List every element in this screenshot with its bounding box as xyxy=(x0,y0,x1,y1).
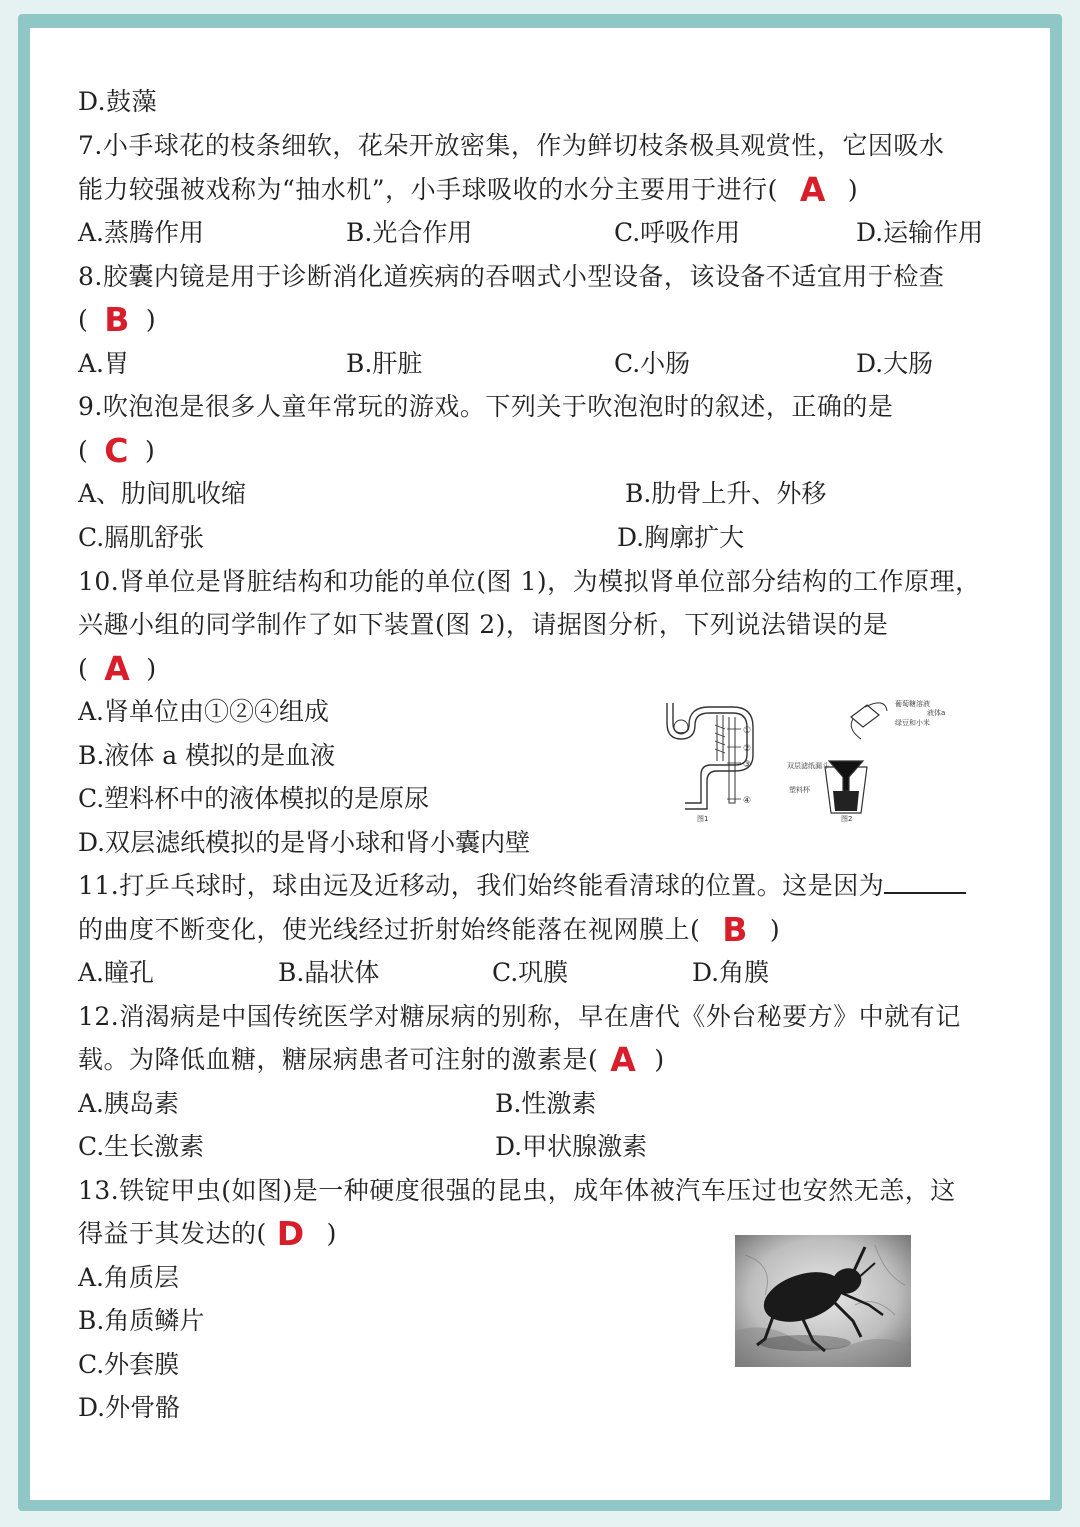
fig2-label-filter: 双层滤纸漏斗 xyxy=(787,762,829,770)
q9-option-a: A、肋间肌收缩 xyxy=(78,479,247,508)
fig2-filter-apparatus xyxy=(825,703,887,813)
q9-answer: C xyxy=(104,431,129,470)
fig2-label-cup: 塑料杯 xyxy=(789,786,810,794)
q12-stem-line1: 12.消渴病是中国传统医学对糖尿病的别称，早在唐代《外台秘要方》中就有记 xyxy=(78,1002,961,1031)
fig2-label-mung: 绿豆和小米 xyxy=(895,719,930,727)
q9-stem-line1: 9.吹泡泡是很多人童年常玩的游戏。下列关于吹泡泡时的叙述，正确的是 xyxy=(78,392,894,421)
q12-option-a: A.胰岛素 xyxy=(78,1089,180,1118)
q10-answer-line: ( A ) xyxy=(78,649,157,688)
q12-answer: A xyxy=(610,1040,637,1079)
q7-option-b: B.光合作用 xyxy=(346,218,473,247)
q8-option-b: B.肝脏 xyxy=(346,349,423,378)
q10-nephron-figure xyxy=(655,695,965,827)
q11-stem-line1: 11.打乒乓球时，球由远及近移动，我们始终能看清球的位置。这是因为 xyxy=(78,866,966,906)
fig1-marker-2: ② xyxy=(743,744,752,754)
q12-option-c: C.生长激素 xyxy=(78,1132,205,1161)
fig1-nephron-diagram xyxy=(667,703,753,809)
q7-option-c: C.呼吸作用 xyxy=(614,218,741,247)
q12-option-d: D.甲状腺激素 xyxy=(495,1132,648,1161)
fig2-label-glucose: 葡萄糖溶液 xyxy=(895,700,930,708)
q9-answer-line: ( C ) xyxy=(78,431,156,470)
q11-option-d: D.角膜 xyxy=(692,958,770,987)
q13-answer: D xyxy=(276,1214,305,1253)
q7-stem-line1: 7.小手球花的枝条细软，花朵开放密集，作为鲜切枝条极具观赏性，它因吸水 xyxy=(78,131,945,160)
q10-option-c: C.塑料杯中的液体模拟的是原尿 xyxy=(78,784,430,813)
q9-option-c: C.膈肌舒张 xyxy=(78,523,205,552)
q10-option-b: B.液体 a 模拟的是血液 xyxy=(78,741,336,770)
q11-option-a: A.瞳孔 xyxy=(78,958,155,987)
fig1-marker-1: ① xyxy=(743,726,752,736)
q11-answer: B xyxy=(722,910,748,949)
q11-option-b: B.晶状体 xyxy=(278,958,380,987)
q7-option-a: A.蒸腾作用 xyxy=(78,218,205,247)
q7-stem-line2: 能力较强被戏称为“抽水机”，小手球吸收的水分主要用于进行( A ) xyxy=(78,170,859,209)
q13-option-d: D.外骨骼 xyxy=(78,1393,181,1422)
q13-stem-line1: 13.铁锭甲虫(如图)是一种硬度很强的昆虫，成年体被汽车压过也安然无恙，这 xyxy=(78,1176,956,1205)
q10-option-d: D.双层滤纸模拟的是肾小球和肾小囊内壁 xyxy=(78,828,531,857)
q13-option-a: A.角质层 xyxy=(78,1263,180,1292)
fig2-caption: 图2 xyxy=(841,815,853,823)
q8-option-c: C.小肠 xyxy=(614,349,691,378)
q13-stem-line2: 得益于其发达的( D ) xyxy=(78,1214,337,1253)
q8-answer: B xyxy=(104,300,130,339)
q8-stem-line1: 8.胶囊内镜是用于诊断消化道疾病的吞咽式小型设备，该设备不适宜用于检查 xyxy=(78,262,945,291)
fig1-marker-4: ④ xyxy=(743,796,752,806)
q10-stem-line2: 兴趣小组的同学制作了如下装置(图 2)，请据图分析，下列说法错误的是 xyxy=(78,610,889,639)
q9-option-b: B.肋骨上升、外移 xyxy=(625,479,827,508)
q12-option-b: B.性激素 xyxy=(495,1089,597,1118)
q6-option-d: D.鼓藻 xyxy=(78,87,158,116)
q7-option-d: D.运输作用 xyxy=(856,218,984,247)
q10-stem-line1: 10.肾单位是肾脏结构和功能的单位(图 1)，为模拟肾单位部分结构的工作原理， xyxy=(78,567,981,596)
q7-answer: A xyxy=(799,170,826,209)
q11-fill-blank xyxy=(884,866,966,894)
q13-option-b: B.角质鳞片 xyxy=(78,1306,205,1335)
q12-stem-line2: 载。为降低血糖，糖尿病患者可注射的激素是( A ) xyxy=(78,1040,665,1079)
q8-option-a: A.胃 xyxy=(78,349,130,378)
q11-option-c: C.巩膜 xyxy=(492,958,569,987)
fig1-caption: 图1 xyxy=(697,815,709,823)
q8-option-d: D.大肠 xyxy=(856,349,934,378)
fig1-marker-3: ③ xyxy=(743,760,752,770)
q10-answer: A xyxy=(104,649,131,688)
q8-answer-line: ( B ) xyxy=(78,300,157,339)
q13-option-c: C.外套膜 xyxy=(78,1350,180,1379)
q11-stem-line2: 的曲度不断变化，使光线经过折射始终能落在视网膜上( B ) xyxy=(78,910,781,949)
q10-option-a: A.肾单位由①②④组成 xyxy=(78,697,330,726)
q9-option-d: D.胸廓扩大 xyxy=(617,523,745,552)
q13-beetle-photo xyxy=(735,1235,911,1367)
fig2-label-liquid: 液体a xyxy=(927,709,946,717)
